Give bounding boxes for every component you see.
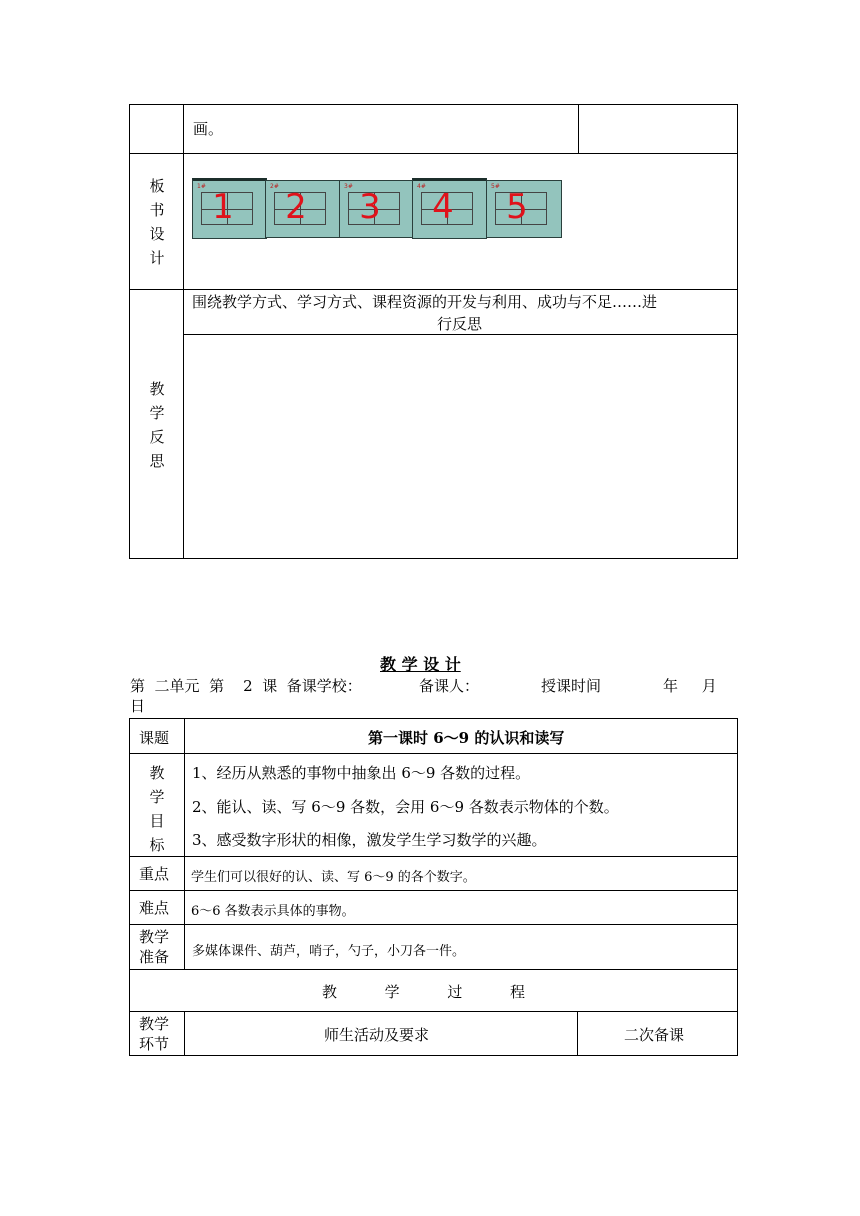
reflection-label: 教 学 反 思	[149, 380, 165, 470]
row-divider	[130, 890, 737, 891]
preparation-value: 多媒体课件、葫芦，哨子，勺子，小刀各一件。	[192, 944, 466, 959]
digit-4: 4	[432, 187, 454, 227]
digit-tile-3: 3# 3	[339, 180, 414, 238]
digit-3: 3	[359, 187, 381, 227]
second-prep-header: 二次备课	[624, 1026, 685, 1044]
key-point-value: 学生们可以很好的认、读、写 6～9 的各个数字。	[191, 870, 476, 885]
row-divider	[130, 153, 737, 154]
digit-tile-2: 2# 2	[265, 180, 341, 238]
lesson-meta-line-2: 日	[130, 697, 146, 715]
goal-item: 3、感受数字形状的相像，激发学生学习数学的兴趣。	[192, 831, 547, 849]
row-divider	[130, 753, 737, 754]
design-title: 教 学 设 计	[380, 655, 461, 674]
reflection-instruction-line1: 围绕教学方式、学习方式、课程资源的开发与利用、成功与不足……进	[192, 293, 658, 311]
stage-label-line1: 教学	[139, 1015, 170, 1033]
activity-header: 师生活动及要求	[324, 1026, 430, 1044]
preparation-label-line2: 准备	[139, 948, 170, 966]
reflection-instruction-line2: 行反思	[437, 315, 483, 333]
digit-tile-4: 4# 4	[412, 178, 487, 239]
goal-item: 1、经历从熟悉的事物中抽象出 6～9 各数的过程。	[192, 764, 531, 782]
key-point-label: 重点	[139, 865, 170, 883]
topic-value: 第一课时 6～9 的认识和读写	[368, 729, 565, 747]
difficulty-label: 难点	[139, 899, 170, 917]
difficulty-value: 6～6 各数表示具体的事物。	[191, 904, 355, 919]
digit-tile-1: 1# 1	[192, 178, 267, 239]
digit-tile-5: 5# 5	[486, 180, 562, 238]
column-divider-notes	[577, 1011, 578, 1055]
digit-5: 5	[506, 187, 528, 227]
process-title: 教 学 过 程	[322, 983, 526, 1001]
goals-label: 教 学 目 标	[149, 764, 165, 854]
stage-label-line2: 环节	[139, 1035, 170, 1053]
column-divider-notes	[578, 105, 579, 153]
goal-item: 2、能认、读、写 6～9 各数，会用 6～9 各数表示物体的个数。	[192, 798, 619, 816]
topic-label: 课题	[139, 729, 170, 747]
row-divider	[130, 1011, 737, 1012]
board-reflection-table	[129, 104, 738, 559]
digit-1: 1	[212, 187, 234, 227]
row-divider	[130, 856, 737, 857]
row-divider	[130, 969, 737, 970]
row-divider	[183, 334, 737, 335]
row-divider	[130, 924, 737, 925]
board-design-label: 板 书 设 计	[149, 177, 165, 267]
lesson-meta-line: 第 二单元 第 2 课 备课学校： 备课人： 授课时间 年 月	[130, 677, 717, 695]
column-divider	[184, 1011, 185, 1055]
column-divider	[184, 719, 185, 969]
preparation-label-line1: 教学	[139, 928, 170, 946]
digit-2: 2	[285, 187, 307, 227]
continuation-text: 画。	[193, 120, 224, 138]
row-divider	[130, 289, 737, 290]
column-divider	[183, 105, 184, 558]
